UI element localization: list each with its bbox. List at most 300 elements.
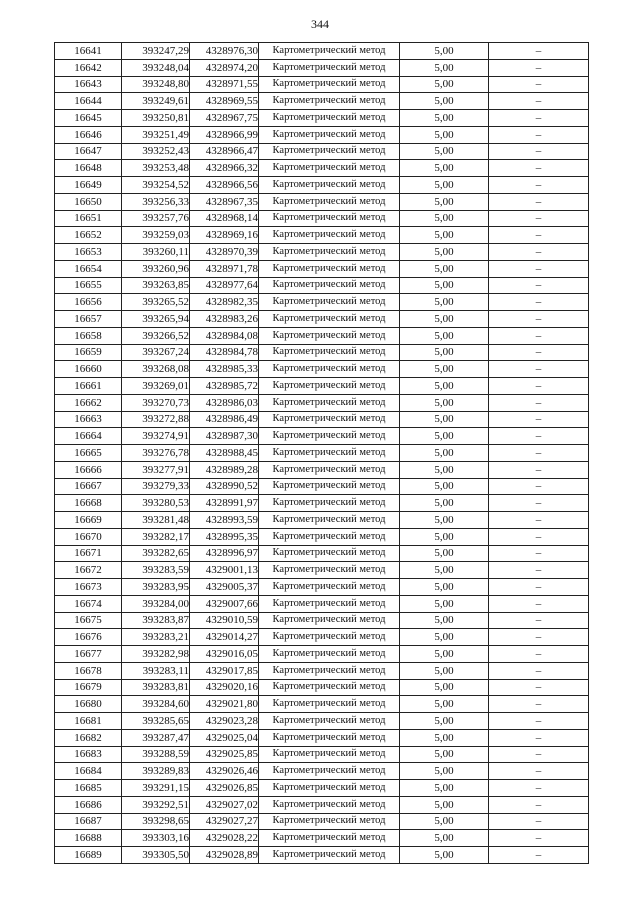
x-coordinate-cell: 393263,85	[122, 277, 190, 294]
y-coordinate-cell: 4328984,08	[190, 327, 259, 344]
method-cell: Картометрический метод	[259, 210, 400, 227]
method-cell: Картометрический метод	[259, 746, 400, 763]
method-cell: Картометрический метод	[259, 528, 400, 545]
table-row	[55, 478, 589, 495]
table-row	[55, 177, 589, 194]
table-row	[55, 344, 589, 361]
accuracy-cell: 5,00	[400, 746, 489, 763]
accuracy-cell: 5,00	[400, 76, 489, 93]
point-number-cell: 16678	[55, 662, 122, 679]
accuracy-cell: 5,00	[400, 110, 489, 127]
point-number-cell: 16687	[55, 813, 122, 830]
description-cell: –	[489, 796, 589, 813]
x-coordinate-cell: 393259,03	[122, 227, 190, 244]
table-row	[55, 595, 589, 612]
accuracy-cell: 5,00	[400, 344, 489, 361]
table-row	[55, 294, 589, 311]
description-cell: –	[489, 595, 589, 612]
table-row	[55, 796, 589, 813]
y-coordinate-cell: 4329017,85	[190, 662, 259, 679]
method-cell: Картометрический метод	[259, 277, 400, 294]
x-coordinate-cell: 393279,33	[122, 478, 190, 495]
method-cell: Картометрический метод	[259, 110, 400, 127]
x-coordinate-cell: 393266,52	[122, 327, 190, 344]
description-cell: –	[489, 830, 589, 847]
point-number-cell: 16681	[55, 713, 122, 730]
accuracy-cell: 5,00	[400, 445, 489, 462]
x-coordinate-cell: 393285,65	[122, 713, 190, 730]
description-cell: –	[489, 160, 589, 177]
y-coordinate-cell: 4328996,97	[190, 545, 259, 562]
table-row	[55, 59, 589, 76]
y-coordinate-cell: 4328967,35	[190, 193, 259, 210]
point-number-cell: 16642	[55, 59, 122, 76]
table-row	[55, 813, 589, 830]
description-cell: –	[489, 294, 589, 311]
x-coordinate-cell: 393270,73	[122, 394, 190, 411]
y-coordinate-cell: 4328987,30	[190, 428, 259, 445]
y-coordinate-cell: 4328989,28	[190, 461, 259, 478]
point-number-cell: 16675	[55, 612, 122, 629]
description-cell: –	[489, 813, 589, 830]
accuracy-cell: 5,00	[400, 662, 489, 679]
table-row	[55, 327, 589, 344]
method-cell: Картометрический метод	[259, 143, 400, 160]
table-row	[55, 746, 589, 763]
x-coordinate-cell: 393282,65	[122, 545, 190, 562]
table-row	[55, 311, 589, 328]
y-coordinate-cell: 4328982,35	[190, 294, 259, 311]
point-number-cell: 16653	[55, 244, 122, 261]
y-coordinate-cell: 4328995,35	[190, 528, 259, 545]
accuracy-cell: 5,00	[400, 595, 489, 612]
table-row	[55, 545, 589, 562]
point-number-cell: 16666	[55, 461, 122, 478]
y-coordinate-cell: 4329016,05	[190, 646, 259, 663]
description-cell: –	[489, 629, 589, 646]
description-cell: –	[489, 713, 589, 730]
x-coordinate-cell: 393265,52	[122, 294, 190, 311]
method-cell: Картометрический метод	[259, 461, 400, 478]
accuracy-cell: 5,00	[400, 327, 489, 344]
accuracy-cell: 5,00	[400, 177, 489, 194]
accuracy-cell: 5,00	[400, 311, 489, 328]
x-coordinate-cell: 393282,17	[122, 528, 190, 545]
point-number-cell: 16655	[55, 277, 122, 294]
table-row	[55, 428, 589, 445]
description-cell: –	[489, 76, 589, 93]
point-number-cell: 16647	[55, 143, 122, 160]
y-coordinate-cell: 4329020,16	[190, 679, 259, 696]
table-row	[55, 562, 589, 579]
method-cell: Картометрический метод	[259, 612, 400, 629]
accuracy-cell: 5,00	[400, 378, 489, 395]
description-cell: –	[489, 461, 589, 478]
point-number-cell: 16665	[55, 445, 122, 462]
table-row	[55, 193, 589, 210]
method-cell: Картометрический метод	[259, 830, 400, 847]
method-cell: Картометрический метод	[259, 796, 400, 813]
accuracy-cell: 5,00	[400, 126, 489, 143]
method-cell: Картометрический метод	[259, 629, 400, 646]
method-cell: Картометрический метод	[259, 294, 400, 311]
method-cell: Картометрический метод	[259, 780, 400, 797]
method-cell: Картометрический метод	[259, 126, 400, 143]
method-cell: Картометрический метод	[259, 445, 400, 462]
point-number-cell: 16649	[55, 177, 122, 194]
method-cell: Картометрический метод	[259, 76, 400, 93]
description-cell: –	[489, 260, 589, 277]
table-row	[55, 495, 589, 512]
y-coordinate-cell: 4328971,55	[190, 76, 259, 93]
description-cell: –	[489, 579, 589, 596]
x-coordinate-cell: 393274,91	[122, 428, 190, 445]
method-cell: Картометрический метод	[259, 662, 400, 679]
point-number-cell: 16661	[55, 378, 122, 395]
y-coordinate-cell: 4328969,16	[190, 227, 259, 244]
x-coordinate-cell: 393247,29	[122, 43, 190, 60]
point-number-cell: 16648	[55, 160, 122, 177]
x-coordinate-cell: 393257,76	[122, 210, 190, 227]
description-cell: –	[489, 612, 589, 629]
accuracy-cell: 5,00	[400, 227, 489, 244]
y-coordinate-cell: 4328966,56	[190, 177, 259, 194]
method-cell: Картометрический метод	[259, 160, 400, 177]
description-cell: –	[489, 93, 589, 110]
description-cell: –	[489, 193, 589, 210]
point-number-cell: 16673	[55, 579, 122, 596]
x-coordinate-cell: 393249,61	[122, 93, 190, 110]
point-number-cell: 16677	[55, 646, 122, 663]
coordinates-table-body	[55, 43, 589, 864]
x-coordinate-cell: 393289,83	[122, 763, 190, 780]
accuracy-cell: 5,00	[400, 260, 489, 277]
description-cell: –	[489, 43, 589, 60]
x-coordinate-cell: 393283,87	[122, 612, 190, 629]
x-coordinate-cell: 393250,81	[122, 110, 190, 127]
accuracy-cell: 5,00	[400, 629, 489, 646]
point-number-cell: 16663	[55, 411, 122, 428]
y-coordinate-cell: 4329023,28	[190, 713, 259, 730]
description-cell: –	[489, 729, 589, 746]
y-coordinate-cell: 4328977,64	[190, 277, 259, 294]
accuracy-cell: 5,00	[400, 478, 489, 495]
method-cell: Картометрический метод	[259, 93, 400, 110]
method-cell: Картометрический метод	[259, 344, 400, 361]
table-row	[55, 662, 589, 679]
y-coordinate-cell: 4329001,13	[190, 562, 259, 579]
table-row	[55, 143, 589, 160]
table-row	[55, 729, 589, 746]
accuracy-cell: 5,00	[400, 512, 489, 529]
description-cell: –	[489, 311, 589, 328]
point-number-cell: 16643	[55, 76, 122, 93]
accuracy-cell: 5,00	[400, 713, 489, 730]
x-coordinate-cell: 393267,24	[122, 344, 190, 361]
y-coordinate-cell: 4328985,72	[190, 378, 259, 395]
y-coordinate-cell: 4328966,47	[190, 143, 259, 160]
description-cell: –	[489, 646, 589, 663]
table-row	[55, 612, 589, 629]
y-coordinate-cell: 4328988,45	[190, 445, 259, 462]
x-coordinate-cell: 393305,50	[122, 847, 190, 864]
method-cell: Картометрический метод	[259, 713, 400, 730]
point-number-cell: 16668	[55, 495, 122, 512]
point-number-cell: 16659	[55, 344, 122, 361]
accuracy-cell: 5,00	[400, 210, 489, 227]
y-coordinate-cell: 4329021,80	[190, 696, 259, 713]
description-cell: –	[489, 277, 589, 294]
description-cell: –	[489, 126, 589, 143]
y-coordinate-cell: 4328985,33	[190, 361, 259, 378]
y-coordinate-cell: 4328976,30	[190, 43, 259, 60]
method-cell: Картометрический метод	[259, 847, 400, 864]
description-cell: –	[489, 411, 589, 428]
point-number-cell: 16669	[55, 512, 122, 529]
point-number-cell: 16684	[55, 763, 122, 780]
point-number-cell: 16656	[55, 294, 122, 311]
point-number-cell: 16686	[55, 796, 122, 813]
point-number-cell: 16658	[55, 327, 122, 344]
point-number-cell: 16645	[55, 110, 122, 127]
table-row	[55, 847, 589, 864]
y-coordinate-cell: 4328967,75	[190, 110, 259, 127]
accuracy-cell: 5,00	[400, 160, 489, 177]
table-row	[55, 93, 589, 110]
accuracy-cell: 5,00	[400, 763, 489, 780]
y-coordinate-cell: 4328966,32	[190, 160, 259, 177]
accuracy-cell: 5,00	[400, 495, 489, 512]
point-number-cell: 16651	[55, 210, 122, 227]
coordinates-table	[54, 42, 589, 864]
x-coordinate-cell: 393272,88	[122, 411, 190, 428]
x-coordinate-cell: 393256,33	[122, 193, 190, 210]
point-number-cell: 16672	[55, 562, 122, 579]
method-cell: Картометрический метод	[259, 679, 400, 696]
point-number-cell: 16676	[55, 629, 122, 646]
point-number-cell: 16650	[55, 193, 122, 210]
y-coordinate-cell: 4329007,66	[190, 595, 259, 612]
description-cell: –	[489, 545, 589, 562]
method-cell: Картометрический метод	[259, 311, 400, 328]
y-coordinate-cell: 4329027,02	[190, 796, 259, 813]
method-cell: Картометрический метод	[259, 394, 400, 411]
description-cell: –	[489, 110, 589, 127]
x-coordinate-cell: 393265,94	[122, 311, 190, 328]
accuracy-cell: 5,00	[400, 244, 489, 261]
point-number-cell: 16671	[55, 545, 122, 562]
x-coordinate-cell: 393248,80	[122, 76, 190, 93]
accuracy-cell: 5,00	[400, 528, 489, 545]
x-coordinate-cell: 393251,49	[122, 126, 190, 143]
accuracy-cell: 5,00	[400, 813, 489, 830]
table-row	[55, 830, 589, 847]
x-coordinate-cell: 393292,51	[122, 796, 190, 813]
x-coordinate-cell: 393283,95	[122, 579, 190, 596]
y-coordinate-cell: 4329014,27	[190, 629, 259, 646]
method-cell: Картометрический метод	[259, 579, 400, 596]
accuracy-cell: 5,00	[400, 830, 489, 847]
accuracy-cell: 5,00	[400, 428, 489, 445]
accuracy-cell: 5,00	[400, 361, 489, 378]
x-coordinate-cell: 393280,53	[122, 495, 190, 512]
accuracy-cell: 5,00	[400, 729, 489, 746]
description-cell: –	[489, 227, 589, 244]
y-coordinate-cell: 4329010,59	[190, 612, 259, 629]
x-coordinate-cell: 393269,01	[122, 378, 190, 395]
point-number-cell: 16646	[55, 126, 122, 143]
table-row	[55, 43, 589, 60]
accuracy-cell: 5,00	[400, 93, 489, 110]
description-cell: –	[489, 512, 589, 529]
table-row	[55, 160, 589, 177]
page-number: 344	[311, 17, 329, 31]
table-row	[55, 227, 589, 244]
x-coordinate-cell: 393268,08	[122, 361, 190, 378]
description-cell: –	[489, 143, 589, 160]
method-cell: Картометрический метод	[259, 177, 400, 194]
description-cell: –	[489, 344, 589, 361]
y-coordinate-cell: 4328968,14	[190, 210, 259, 227]
x-coordinate-cell: 393252,43	[122, 143, 190, 160]
method-cell: Картометрический метод	[259, 428, 400, 445]
x-coordinate-cell: 393276,78	[122, 445, 190, 462]
accuracy-cell: 5,00	[400, 294, 489, 311]
table-row	[55, 277, 589, 294]
y-coordinate-cell: 4329005,37	[190, 579, 259, 596]
point-number-cell: 16685	[55, 780, 122, 797]
accuracy-cell: 5,00	[400, 193, 489, 210]
method-cell: Картометрический метод	[259, 696, 400, 713]
table-row	[55, 445, 589, 462]
point-number-cell: 16688	[55, 830, 122, 847]
method-cell: Картометрический метод	[259, 193, 400, 210]
y-coordinate-cell: 4329025,85	[190, 746, 259, 763]
table-row	[55, 361, 589, 378]
table-row	[55, 110, 589, 127]
method-cell: Картометрический метод	[259, 595, 400, 612]
method-cell: Картометрический метод	[259, 327, 400, 344]
x-coordinate-cell: 393283,21	[122, 629, 190, 646]
x-coordinate-cell: 393248,04	[122, 59, 190, 76]
x-coordinate-cell: 393281,48	[122, 512, 190, 529]
accuracy-cell: 5,00	[400, 277, 489, 294]
description-cell: –	[489, 210, 589, 227]
table-row	[55, 629, 589, 646]
table-row	[55, 646, 589, 663]
x-coordinate-cell: 393288,59	[122, 746, 190, 763]
y-coordinate-cell: 4328966,99	[190, 126, 259, 143]
description-cell: –	[489, 445, 589, 462]
method-cell: Картометрический метод	[259, 763, 400, 780]
accuracy-cell: 5,00	[400, 461, 489, 478]
point-number-cell: 16670	[55, 528, 122, 545]
table-row	[55, 210, 589, 227]
description-cell: –	[489, 562, 589, 579]
description-cell: –	[489, 361, 589, 378]
x-coordinate-cell: 393282,98	[122, 646, 190, 663]
description-cell: –	[489, 763, 589, 780]
description-cell: –	[489, 528, 589, 545]
x-coordinate-cell: 393291,15	[122, 780, 190, 797]
point-number-cell: 16662	[55, 394, 122, 411]
method-cell: Картометрический метод	[259, 512, 400, 529]
method-cell: Картометрический метод	[259, 411, 400, 428]
method-cell: Картометрический метод	[259, 378, 400, 395]
y-coordinate-cell: 4329028,89	[190, 847, 259, 864]
description-cell: –	[489, 378, 589, 395]
method-cell: Картометрический метод	[259, 813, 400, 830]
y-coordinate-cell: 4328971,78	[190, 260, 259, 277]
table-row	[55, 244, 589, 261]
table-row	[55, 696, 589, 713]
x-coordinate-cell: 393303,16	[122, 830, 190, 847]
table-row	[55, 411, 589, 428]
y-coordinate-cell: 4329027,27	[190, 813, 259, 830]
x-coordinate-cell: 393284,00	[122, 595, 190, 612]
method-cell: Картометрический метод	[259, 59, 400, 76]
table-row	[55, 763, 589, 780]
accuracy-cell: 5,00	[400, 679, 489, 696]
description-cell: –	[489, 244, 589, 261]
accuracy-cell: 5,00	[400, 796, 489, 813]
description-cell: –	[489, 478, 589, 495]
accuracy-cell: 5,00	[400, 545, 489, 562]
table-row	[55, 713, 589, 730]
point-number-cell: 16680	[55, 696, 122, 713]
table-row	[55, 126, 589, 143]
accuracy-cell: 5,00	[400, 579, 489, 596]
point-number-cell: 16654	[55, 260, 122, 277]
y-coordinate-cell: 4329026,46	[190, 763, 259, 780]
description-cell: –	[489, 327, 589, 344]
x-coordinate-cell: 393287,47	[122, 729, 190, 746]
description-cell: –	[489, 59, 589, 76]
table-row	[55, 579, 589, 596]
y-coordinate-cell: 4328984,78	[190, 344, 259, 361]
point-number-cell: 16644	[55, 93, 122, 110]
table-row	[55, 378, 589, 395]
accuracy-cell: 5,00	[400, 59, 489, 76]
y-coordinate-cell: 4329025,04	[190, 729, 259, 746]
description-cell: –	[489, 780, 589, 797]
method-cell: Картометрический метод	[259, 227, 400, 244]
table-row	[55, 461, 589, 478]
y-coordinate-cell: 4328983,26	[190, 311, 259, 328]
point-number-cell: 16679	[55, 679, 122, 696]
point-number-cell: 16689	[55, 847, 122, 864]
description-cell: –	[489, 679, 589, 696]
y-coordinate-cell: 4328991,97	[190, 495, 259, 512]
table-row	[55, 76, 589, 93]
y-coordinate-cell: 4328969,55	[190, 93, 259, 110]
description-cell: –	[489, 696, 589, 713]
description-cell: –	[489, 746, 589, 763]
y-coordinate-cell: 4328993,59	[190, 512, 259, 529]
point-number-cell: 16657	[55, 311, 122, 328]
accuracy-cell: 5,00	[400, 43, 489, 60]
method-cell: Картометрический метод	[259, 545, 400, 562]
method-cell: Картометрический метод	[259, 562, 400, 579]
method-cell: Картометрический метод	[259, 478, 400, 495]
point-number-cell: 16682	[55, 729, 122, 746]
method-cell: Картометрический метод	[259, 495, 400, 512]
accuracy-cell: 5,00	[400, 696, 489, 713]
table-row	[55, 679, 589, 696]
accuracy-cell: 5,00	[400, 780, 489, 797]
point-number-cell: 16674	[55, 595, 122, 612]
method-cell: Картометрический метод	[259, 361, 400, 378]
